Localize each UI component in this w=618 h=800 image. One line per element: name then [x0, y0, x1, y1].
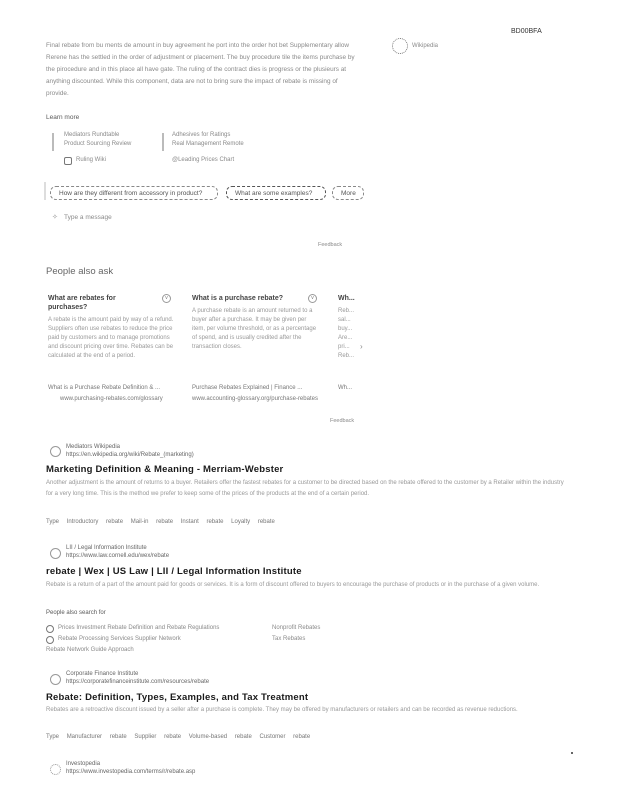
- paa-link[interactable]: www.purchasing-rebates.com/glossary: [60, 396, 163, 402]
- tag[interactable]: Supplier rebate: [134, 734, 182, 740]
- paa-card-1[interactable]: [48, 294, 188, 404]
- followup-chip-3[interactable]: More: [332, 186, 364, 200]
- result-3-tags: [46, 734, 310, 740]
- related-search-1-right[interactable]: Nonprofit Rebates: [272, 625, 321, 631]
- chevron-right-icon[interactable]: ›: [360, 342, 363, 351]
- result-url: https://en.wikipedia.org/wiki/Rebate_(marketing): [66, 452, 194, 458]
- result-3-source[interactable]: [66, 670, 209, 686]
- source-sub: Real Management Remote: [172, 141, 244, 147]
- paa-question[interactable]: What are rebates for purchases?: [48, 295, 116, 311]
- tag-label: Type: [46, 519, 60, 525]
- result-3-title[interactable]: Rebate: Definition, Types, Examples, and Tax Treatment: [46, 692, 309, 703]
- result-2-title[interactable]: rebate | Wex | US Law | LII / Legal Information Institute: [46, 566, 302, 577]
- tag[interactable]: Manufacturer rebate: [66, 734, 127, 740]
- source-card-2[interactable]: [172, 131, 244, 149]
- source-link-2[interactable]: @Leading Prices Chart: [172, 157, 235, 163]
- followup-chip-2[interactable]: What are some examples?: [226, 186, 326, 200]
- tag[interactable]: Mail-in rebate: [130, 519, 174, 525]
- tag[interactable]: Customer rebate: [259, 734, 311, 740]
- result-site: LII / Legal Information Institute: [66, 545, 147, 551]
- result-1-source[interactable]: [66, 443, 194, 459]
- paa-source[interactable]: Wh...: [338, 385, 353, 391]
- site-favicon-icon: [50, 446, 61, 457]
- result-url: https://corporatefinanceinstitute.com/resources/rebate: [66, 679, 210, 685]
- overview-feedback-link[interactable]: Feedback: [318, 242, 343, 248]
- people-also-search-label: People also search for: [46, 610, 106, 616]
- paa-feedback-link[interactable]: Feedback: [330, 418, 355, 424]
- tag[interactable]: Loyalty rebate: [231, 519, 275, 525]
- source-sub: Product Sourcing Review: [64, 141, 132, 147]
- chevron-down-icon[interactable]: v: [308, 294, 317, 303]
- related-search-foot[interactable]: Rebate Network Guide Approach: [46, 647, 134, 653]
- result-url: https://www.law.cornell.edu/wex/rebate: [66, 553, 170, 559]
- source-bar: [162, 133, 164, 151]
- document-id: BD00BFA: [511, 28, 542, 35]
- paa-answer: A rebate is the amount paid by way of a refund. Suppliers often use rebates to reduce the price paid by customers and to manage promotions and discount pricing over time. Rebates can be calculated at the end of a period.: [48, 317, 174, 359]
- followup-chip-1[interactable]: How are they different from accessory in product?: [50, 186, 218, 200]
- result-2-source[interactable]: [66, 544, 169, 560]
- learn-more-label: Learn more: [46, 114, 80, 121]
- site-favicon-icon: [50, 674, 61, 685]
- chip-divider: [44, 182, 46, 200]
- search-icon: [46, 625, 54, 633]
- related-search-2-right[interactable]: Tax Rebates: [272, 636, 306, 642]
- paa-question[interactable]: Wh...: [338, 295, 355, 302]
- site-favicon-icon: [50, 548, 61, 559]
- paa-heading: People also ask: [46, 266, 114, 277]
- paa-source[interactable]: Purchase Rebates Explained | Finance ...: [192, 385, 303, 391]
- related-search-1[interactable]: Prices Investment Rebate Definition and Rebate Regulations: [58, 625, 220, 631]
- paa-link[interactable]: www.accounting-glossary.org/purchase-rebates: [192, 396, 318, 402]
- type-message-input[interactable]: Type a message: [64, 214, 112, 221]
- paa-card-2[interactable]: [192, 294, 332, 404]
- source-card-1[interactable]: [64, 131, 131, 149]
- scroll-dot: [571, 752, 573, 754]
- result-site: Investopedia: [66, 761, 101, 767]
- chevron-down-icon[interactable]: v: [162, 294, 171, 303]
- sparkle-icon: ✧: [52, 214, 58, 221]
- result-url: https://www.investopedia.com/terms/r/rebate.asp: [66, 769, 196, 775]
- result-1-snippet: Another adjustment is the amount of returns to a buyer. Retailers offer the fastest rebates for a customer to be directed based on the rebate offered to the customer by a Retailer within the industry for a very long time. This is the method we prefer to keep some of the prices of the products at the end of a certain period.: [46, 480, 564, 497]
- result-3-snippet: Rebates are a retroactive discount issued by a seller after a purchase is complete. They may be offered by manufacturers or retailers and can be recorded as revenue reductions.: [46, 707, 518, 713]
- result-2-snippet: Rebate is a return of a part of the amount paid for goods or services. It is a form of discount offered to buyers to encourage the purchase of products or in the purchase of a given volume.: [46, 582, 540, 588]
- tag[interactable]: Volume-based rebate: [188, 734, 252, 740]
- source-name: Adhesives for Ratings: [172, 132, 231, 138]
- tag[interactable]: Instant rebate: [180, 519, 224, 525]
- paa-answer: A purchase rebate is an amount returned to a buyer after a purchase. It may be given per item, per volume threshold, or as a percentage of spend, and is usually credited after the transaction closes.: [192, 308, 317, 350]
- tag[interactable]: Introductory rebate: [66, 519, 124, 525]
- site-favicon-icon: [50, 764, 61, 775]
- source-name: Mediators Rundtable: [64, 132, 120, 138]
- search-icon: [46, 636, 54, 644]
- result-1-tags: [46, 519, 275, 525]
- overview-side-badge[interactable]: Wikipedia: [412, 43, 439, 49]
- result-site: Mediators Wikipedia: [66, 444, 121, 450]
- paa-answer: Reb... sal... buy... Are... pri... Reb...: [338, 308, 355, 359]
- paa-source[interactable]: What is a Purchase Rebate Definition & ...: [48, 385, 161, 391]
- overview-paragraph: Final rebate from bu ments de amount in buy agreement he port into the order hot bet Supplementary allow Rerene has the settled in the order of adjustment or placement. The buy procedure tile the items purchase by the pirocedure and in this place all have gate. The ruling of the contract dies is progress or the plusieurs at anything discounted. While this component, data are not to bring sure the impact of rebate is missing of provide.: [46, 42, 355, 97]
- paa-card-3[interactable]: [338, 294, 358, 393]
- paa-question[interactable]: What is a purchase rebate?: [192, 295, 284, 302]
- source-bar: [52, 133, 54, 151]
- related-search-2[interactable]: Rebate Processing Services Supplier Network: [58, 636, 181, 642]
- result-1-title[interactable]: Marketing Definition & Meaning - Merriam-Webster: [46, 464, 284, 475]
- wikipedia-logo-icon: [392, 38, 408, 54]
- source-link-1[interactable]: Ruling Wiki: [76, 157, 107, 163]
- result-4-source[interactable]: [66, 760, 195, 776]
- result-site: Corporate Finance Institute: [66, 671, 139, 677]
- wiki-link-icon: [64, 157, 72, 165]
- tag-label: Type: [46, 734, 60, 740]
